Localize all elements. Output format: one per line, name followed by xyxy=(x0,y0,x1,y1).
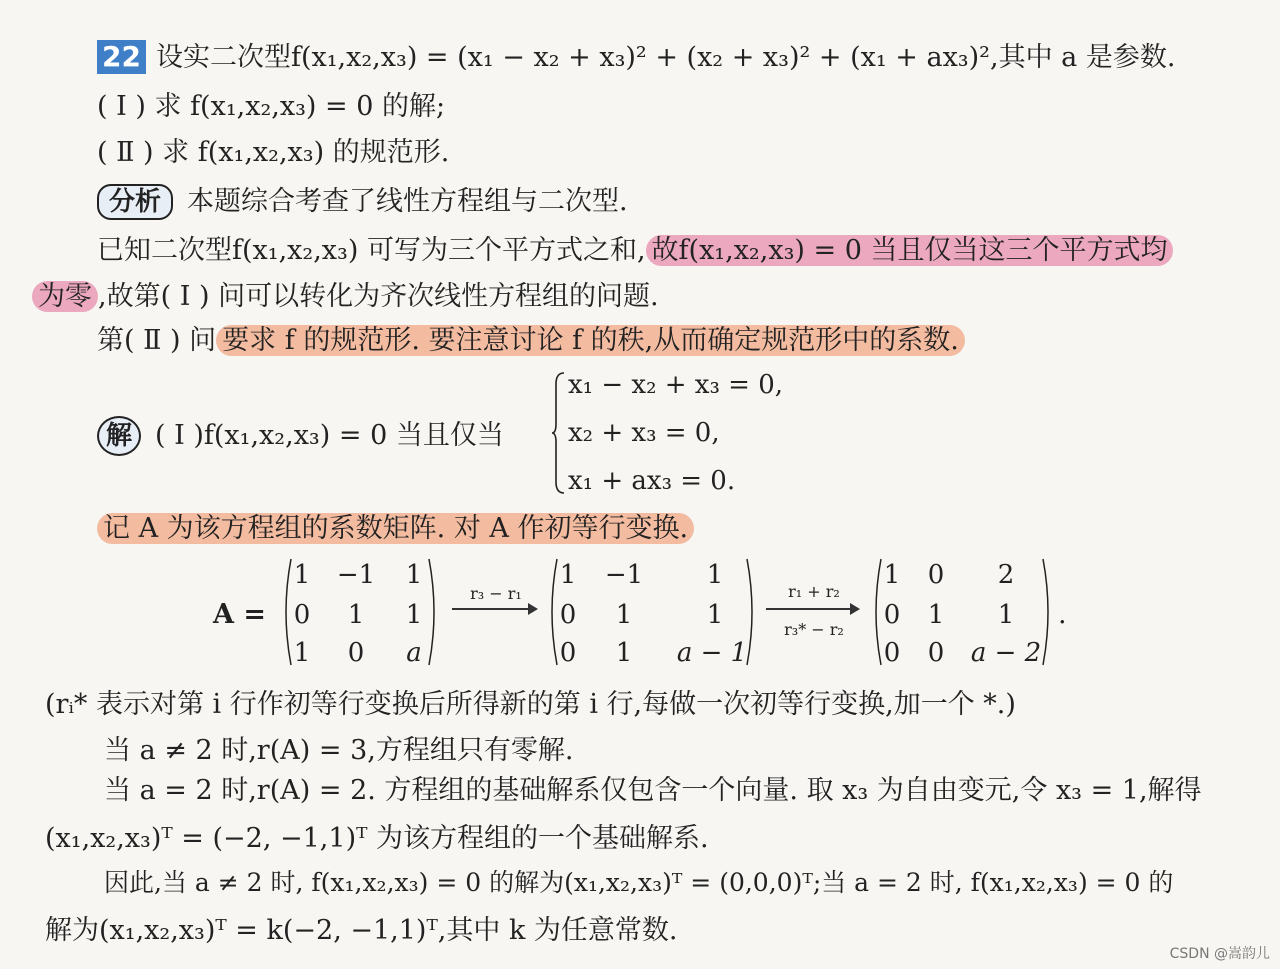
arrow-2-bottom-label: r₃* − r₂ xyxy=(784,620,844,639)
case-2b: (x₁,x₂,x₃)ᵀ = (−2, −1,1)ᵀ 为该方程组的一个基础解系. xyxy=(45,823,709,854)
matrix-1-cell: 0 xyxy=(347,638,365,668)
matrix-label: A = xyxy=(213,599,266,630)
matrix-2-cell: 1 xyxy=(706,560,724,590)
arrow-2 xyxy=(766,608,858,610)
matrix-1 xyxy=(280,558,440,666)
analysis-line4 xyxy=(97,324,965,358)
matrix-1-cell: a xyxy=(406,638,422,668)
matrix-note-line xyxy=(97,512,694,546)
arrow-1-label: r₃ − r₁ xyxy=(470,584,522,603)
matrix-3-cell: 2 xyxy=(997,560,1015,590)
footnote: (rᵢ* 表示对第 i 行作初等行变换后所得新的第 i 行,每做一次初等行变换,加一个 *.) xyxy=(45,689,1016,720)
system-eq-2: x₂ + x₃ = 0, xyxy=(568,418,720,448)
problem-number: 22 xyxy=(97,40,146,74)
analysis-text2-highlight: 故f(x₁,x₂,x₃) = 0 当且仅当这三个平方式均 xyxy=(646,235,1174,266)
matrix-2-cell: 1 xyxy=(559,560,577,590)
system-eq-3: x₁ + ax₃ = 0. xyxy=(568,466,736,496)
matrix-3 xyxy=(870,558,1054,666)
watermark: CSDN @嵩韵儿 xyxy=(1169,946,1270,962)
matrix-1-cell: 1 xyxy=(293,638,311,668)
analysis-line1 xyxy=(97,184,628,220)
matrix-2-cell: 1 xyxy=(615,600,633,630)
analysis-line2 xyxy=(97,234,1173,268)
matrix-2-cell: 1 xyxy=(706,600,724,630)
system-brace xyxy=(551,372,565,494)
analysis-text1: 本题综合考查了线性方程组与二次型. xyxy=(187,186,628,217)
matrix-1-cell: 1 xyxy=(293,560,311,590)
matrix-3-cell: a − 2 xyxy=(970,638,1042,668)
conclusion-1: 因此,当 a ≠ 2 时, f(x₁,x₂,x₃) = 0 的解为(x₁,x₂,x₃)ᵀ = (0,0,0)ᵀ;当 a = 2 时, f(x₁,x₂,x₃) = 0 的 xyxy=(104,868,1174,897)
matrix-3-cell: 0 xyxy=(927,638,945,668)
analysis-text4-prefix: 第( Ⅱ ) 问 xyxy=(97,325,217,356)
analysis-text4-highlight: 要求 f 的规范形. 要注意讨论 f 的秩,从而确定规范形中的系数. xyxy=(216,325,965,356)
matrix-1-cell: −1 xyxy=(336,560,376,590)
solution-intro-line xyxy=(97,416,504,456)
matrix-2-cell: −1 xyxy=(604,560,644,590)
matrix-3-cell: 1 xyxy=(927,600,945,630)
matrix-1-cell: 1 xyxy=(405,600,423,630)
matrix-1-cell: 1 xyxy=(405,560,423,590)
matrix-note: 记 A 为该方程组的系数矩阵. 对 A 作初等行变换. xyxy=(97,513,694,544)
problem-part2: ( Ⅱ ) 求 f(x₁,x₂,x₃) 的规范形. xyxy=(97,137,450,168)
matrix-3-cell: 0 xyxy=(883,638,901,668)
problem-statement: 设实二次型f(x₁,x₂,x₃) = (x₁ − x₂ + x₃)² + (x₂ + x₃)² + (x₁ + ax₃)²,其中 a 是参数. xyxy=(155,42,1176,73)
system-eq-1: x₁ − x₂ + x₃ = 0, xyxy=(568,370,784,400)
analysis-line3 xyxy=(32,280,659,314)
matrix-2-cell: 1 xyxy=(615,638,633,668)
matrix-3-cell: 1 xyxy=(883,560,901,590)
matrix-1-cell: 0 xyxy=(293,600,311,630)
problem-part1: ( Ⅰ ) 求 f(x₁,x₂,x₃) = 0 的解; xyxy=(97,91,446,122)
matrix-2-cell: a − 1 xyxy=(676,638,748,668)
matrix-3-cell: 1 xyxy=(997,600,1015,630)
arrow-1 xyxy=(452,608,536,610)
matrix-3-cell: 0 xyxy=(883,600,901,630)
analysis-text3-suffix: ,故第( Ⅰ ) 问可以转化为齐次线性方程组的问题. xyxy=(98,281,659,312)
matrix-end-period: . xyxy=(1058,599,1067,630)
arrow-2-top-label: r₁ + r₂ xyxy=(788,582,840,601)
conclusion-2: 解为(x₁,x₂,x₃)ᵀ = k(−2, −1,1)ᵀ,其中 k 为任意常数. xyxy=(45,915,678,946)
problem-statement-line xyxy=(97,40,1175,75)
matrix-1-cell: 1 xyxy=(347,600,365,630)
case-1: 当 a ≠ 2 时,r(A) = 3,方程组只有零解. xyxy=(104,735,574,766)
case-2a: 当 a = 2 时,r(A) = 2. 方程组的基础解系仅包含一个向量. 取 x₃ 为自由变元,令 x₃ = 1,解得 xyxy=(104,775,1202,806)
matrix-3-cell: 0 xyxy=(927,560,945,590)
solution-part1-intro: ( Ⅰ )f(x₁,x₂,x₃) = 0 当且仅当 xyxy=(155,420,504,451)
matrix-2-cell: 0 xyxy=(559,600,577,630)
matrix-2-cell: 0 xyxy=(559,638,577,668)
analysis-tag: 分析 xyxy=(97,184,173,220)
solution-tag: 解 xyxy=(97,416,141,456)
analysis-text3-highlight: 为零 xyxy=(32,281,98,312)
analysis-text2-prefix: 已知二次型f(x₁,x₂,x₃) 可写为三个平方式之和, xyxy=(97,235,646,266)
matrix-2 xyxy=(546,558,758,666)
